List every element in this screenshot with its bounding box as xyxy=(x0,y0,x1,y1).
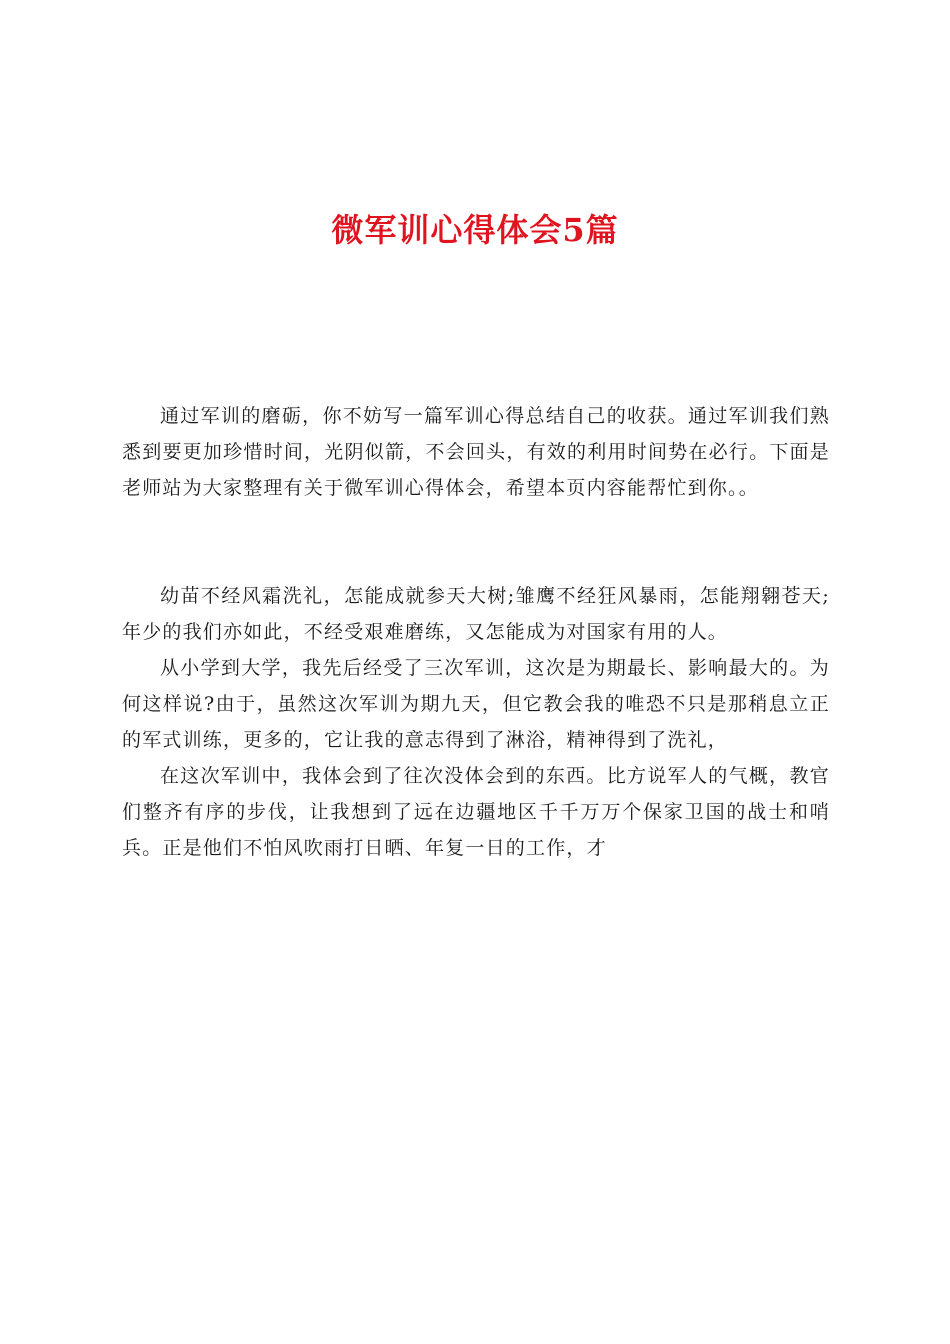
document-body xyxy=(122,398,830,866)
intro-paragraph: 通过军训的磨砺，你不妨写一篇军训心得总结自己的收获。通过军训我们熟悉到要更加珍惜时间，光阴似箭，不会回头，有效的利用时间势在必行。下面是老师站为大家整理有关于微军训心得体会，希望本页内容能帮忙到你。。 xyxy=(122,405,830,499)
body-paragraph: 从小学到大学，我先后经受了三次军训，这次是为期最长、影响最大的。为何这样说?由于，虽然这次军训为期九天，但它教会我的唯恐不只是那稍息立正的军式训练，更多的，它让我的意志得到了淋浴，精神得到了洗礼， xyxy=(122,657,830,751)
paragraph-spacer xyxy=(122,506,830,578)
body-paragraph: 在这次军训中，我体会到了往次没体会到的东西。比方说军人的气概，教官们整齐有序的步伐，让我想到了远在边疆地区千千万万个保家卫国的战士和哨兵。正是他们不怕风吹雨打日晒、年复一日的工作，才 xyxy=(122,765,830,859)
document-title: 微军训心得体会5篇 xyxy=(331,211,619,249)
body-paragraph: 幼苗不经风霜洗礼，怎能成就参天大树;雏鹰不经狂风暴雨，怎能翔翱苍天;年少的我们亦如此，不经受艰难磨练，又怎能成为对国家有用的人。 xyxy=(122,585,830,643)
